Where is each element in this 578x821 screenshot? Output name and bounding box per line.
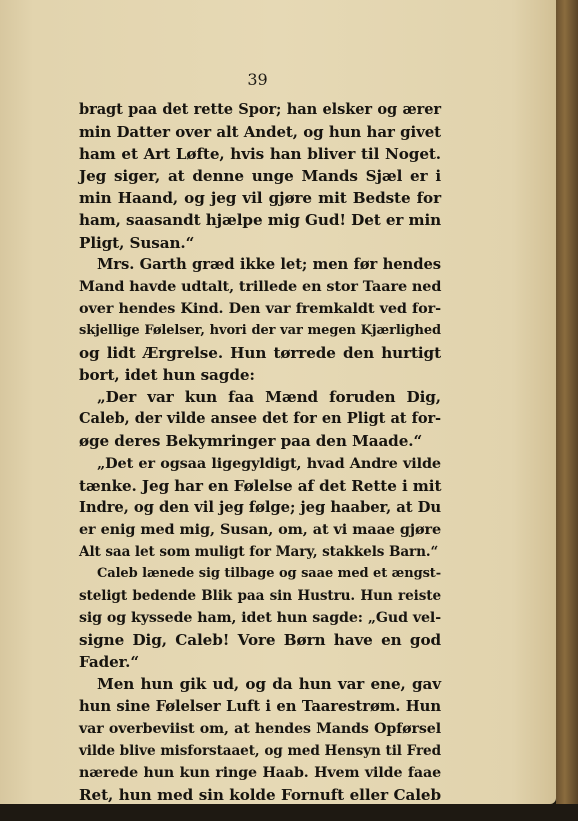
- book-spine-edge: [556, 0, 578, 821]
- text-line: Ret, hun med sin kolde Fornuft eller Caleb: [79, 785, 441, 804]
- text-line: tænke. Jeg har en Følelse af det Rette i mit: [79, 476, 442, 495]
- text-line: Caleb, der vilde ansee det for en Pligt at for-: [79, 410, 441, 428]
- text-line: min Datter over alt Andet, og hun har givet: [79, 123, 441, 142]
- text-line: sig og kyssede ham, idet hun sagde: „Gud vel-: [79, 610, 441, 627]
- text-line: signe Dig, Caleb! Vore Børn have en god: [79, 631, 441, 650]
- body-text: [79, 99, 441, 821]
- text-line: Jeg siger, at denne unge Mands Sjæl er i: [79, 167, 441, 186]
- text-line: over hendes Kind. Den var fremkaldt ved for-: [79, 299, 441, 317]
- scan-background: [0, 804, 578, 821]
- page-number: 39: [247, 70, 268, 89]
- text-line: vilde blive misforstaaet, og med Hensyn til Fred: [79, 742, 441, 759]
- text-line: steligt bedende Blik paa sin Hustru. Hun reiste: [79, 588, 441, 605]
- text-line: bragt paa det rette Spor; han elsker og ærer: [79, 101, 441, 118]
- text-line: skjellige Følelser, hvori der var megen Kjærlighed: [79, 322, 441, 338]
- text-line: Alt saa let som muligt for Mary, stakkels Barn.“: [79, 543, 439, 560]
- text-line: hun sine Følelser Luft i en Taarestrøm. Hun: [79, 697, 441, 715]
- text-line: er enig med mig, Susan, om, at vi maae gjøre: [79, 520, 441, 538]
- text-line: Mand havde udtalt, trillede en stor Taare ned: [79, 277, 442, 295]
- text-line: ham, saasandt hjælpe mig Gud! Det er min: [79, 211, 442, 230]
- text-line: Fader.“: [79, 653, 140, 672]
- text-line: bort, idet hun sagde:: [79, 366, 255, 385]
- text-line: Mrs. Garth græd ikke let; men før hendes: [97, 255, 441, 273]
- text-line: min Haand, og jeg vil gjøre mit Bedste for: [79, 189, 441, 208]
- text-line: Men hun gik ud, og da hun var ene, gav: [97, 675, 441, 694]
- text-line: nærede hun kun ringe Haab. Hvem vilde faae: [79, 764, 441, 781]
- text-line: Indre, og den vil jeg følge; jeg haaber, at Du: [79, 498, 441, 516]
- text-line: og lidt Ærgrelse. Hun tørrede den hurtigt: [79, 344, 441, 363]
- text-line: Caleb lænede sig tilbage og saae med et ængst-: [97, 565, 441, 581]
- text-line: „Det er ogsaa ligegyldigt, hvad Andre vilde: [97, 454, 441, 472]
- text-line: Pligt, Susan.“: [79, 233, 195, 252]
- text-line: øge deres Bekymringer paa den Maade.“: [79, 432, 423, 451]
- text-line: „Der var kun faa Mænd foruden Dig,: [97, 388, 441, 407]
- text-line: var overbeviist om, at hendes Mands Opførsel: [79, 720, 441, 737]
- text-line: ham et Art Løfte, hvis han bliver til Noget.: [79, 145, 441, 164]
